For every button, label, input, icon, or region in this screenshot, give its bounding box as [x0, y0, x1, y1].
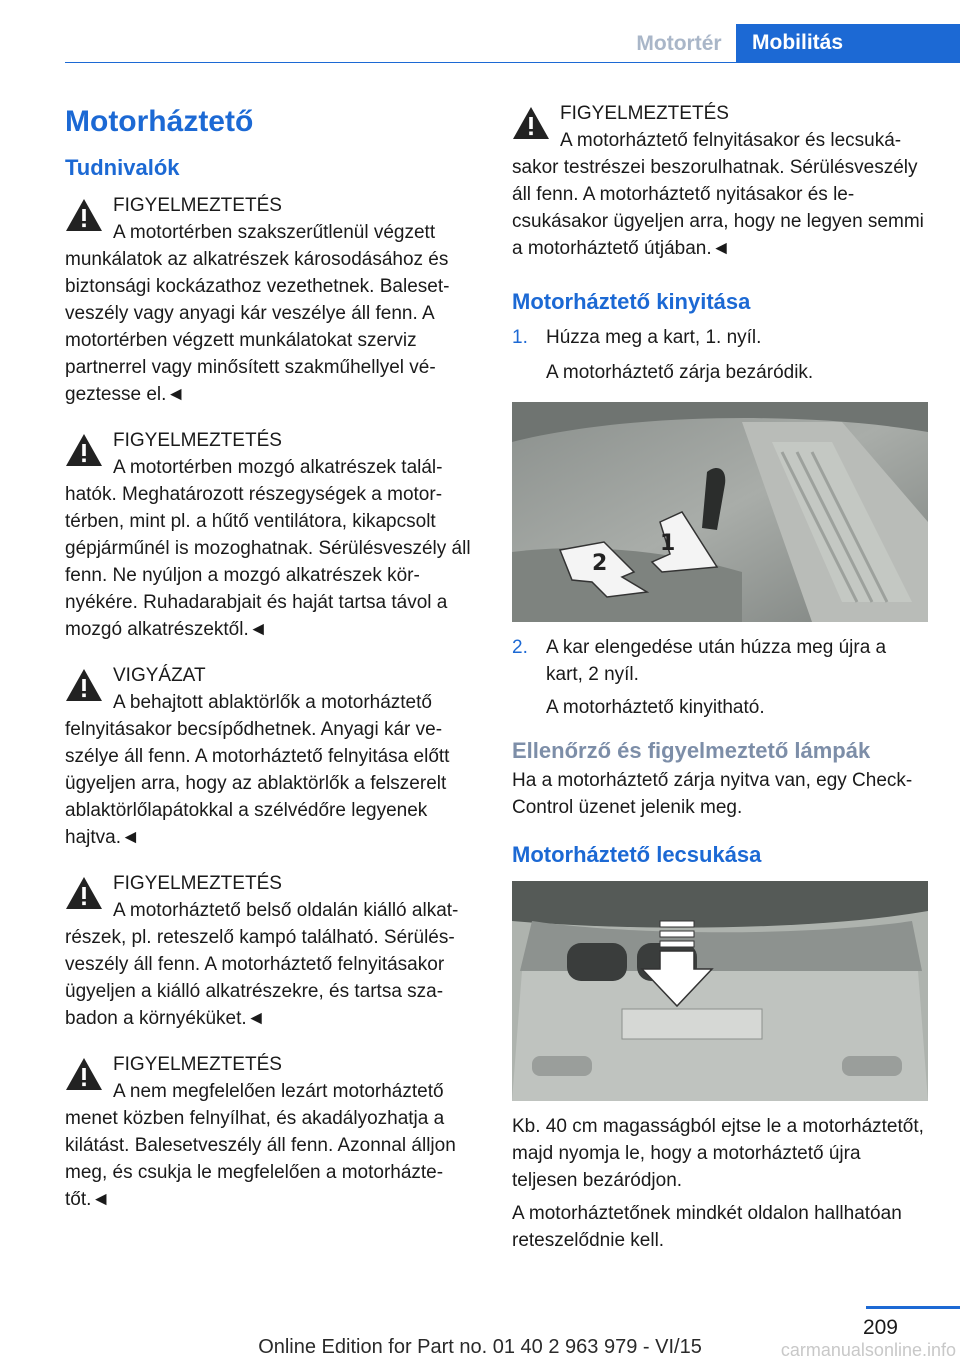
left-column	[65, 100, 475, 1213]
open-steps-list	[512, 324, 928, 386]
warning-block	[65, 870, 475, 1032]
warning-heading: FIGYELMEZTETÉS	[113, 1054, 282, 1075]
section-heading-open: Motorháztető kinyitása	[512, 289, 751, 314]
caution-block	[65, 662, 475, 851]
step-result: A motorháztető kinyitható.	[546, 697, 765, 718]
hood-release-lever-photo	[512, 402, 928, 622]
footer-accent-bar	[866, 1306, 960, 1309]
warning-icon	[512, 106, 550, 140]
warning-text: A motortérben mozgó alkatrészek találhatók. Meghatározott részegységek a motortérben, mint pl. a hűtő ventilátora, kikapcsolt gépjárműnél is mozoghatnak. Sérülésveszély áll fenn. Ne nyúljon a mozgó alkatrészek környékére. Ruhadarabjait és haját tartsa távol a mozgó alkatrészektől.◄	[65, 457, 471, 640]
warning-icon	[65, 1057, 103, 1091]
hood-closing-photo	[512, 881, 928, 1101]
section-heading-close: Motorháztető lecsukása	[512, 842, 762, 867]
section-heading-lamps: Ellenőrző és figyelmeztető lámpák	[512, 738, 871, 763]
warning-text: A motorháztető felnyitásakor és lecsukásakor testrészei beszorulhatnak. Sérülésveszély áll fenn. A motorháztető nyitásakor és lecsukásakor ügyeljen arra, hogy ne legyen semmi a motorháztető útjában.◄	[512, 130, 924, 259]
lamps-text: Ha a motorháztető zárja nyitva van, egy Check-Control üzenet jelenik meg.	[512, 770, 913, 818]
warning-text: A nem megfelelően lezárt motorháztető menet közben felnyílhat, és akadályozhatja a kilátást. Balesetveszély áll fenn. Azonnal álljon meg, és csukja le megfelelően a motorháztetőt.◄	[65, 1081, 456, 1210]
warning-icon	[65, 198, 103, 232]
open-steps-list-2	[512, 634, 928, 721]
page-number: 209	[862, 1316, 898, 1339]
warning-heading: FIGYELMEZTETÉS	[560, 103, 729, 124]
section-heading-tudnivalok: Tudnivalók	[65, 155, 180, 180]
step-number: 1.	[512, 327, 528, 348]
warning-text: A motorháztető belső oldalán kiálló alkatrészek, pl. reteszelő kampó található. Sérülésveszély áll fenn. A motorháztető felnyitásakor ügyeljen a kiálló alkatrészekre, és tartsa szabadon a környéküket.◄	[65, 900, 459, 1029]
header-tab-motorter[interactable]: Motortér	[636, 32, 722, 55]
warning-icon	[65, 876, 103, 910]
close-text-2: A motorháztetőnek mindkét oldalon hallhatóan reteszelődnie kell.	[512, 1203, 902, 1251]
arrow-label-1: 1	[660, 531, 676, 556]
header-tab-mobilitas[interactable]: Mobilitás	[736, 24, 960, 62]
step-2	[512, 634, 928, 721]
step-result: A motorháztető zárja bezáródik.	[546, 362, 814, 383]
warning-text: A motortérben szakszerűtlenül végzett munkálatok az alkatrészek károsodásához és biztonsági kockázathoz vezethetnek. Balesetveszély vagy anyagi kár veszélye áll fenn. A motortérben végzett munkálatokat szerviz partnerrel vagy minősített szakműhellyel végeztesse el.◄	[65, 222, 450, 405]
warning-heading: FIGYELMEZTETÉS	[113, 873, 282, 894]
caution-heading: VIGYÁZAT	[113, 665, 206, 686]
warning-icon	[65, 433, 103, 467]
warning-block	[65, 427, 475, 643]
close-text-1: Kb. 40 cm magasságból ejtse le a motorháztetőt, majd nyomja le, hogy a motorháztető újra teljesen bezáródjon.	[512, 1116, 924, 1191]
header-rule	[65, 62, 960, 63]
warning-block	[65, 1051, 475, 1213]
warning-icon	[65, 668, 103, 702]
step-number: 2.	[512, 637, 528, 658]
step-1	[512, 324, 928, 386]
step-text: Húzza meg a kart, 1. nyíl.	[546, 327, 762, 348]
warning-heading: FIGYELMEZTETÉS	[113, 195, 282, 216]
watermark: carmanualsonline.info	[780, 1340, 956, 1360]
right-column	[512, 100, 928, 1254]
caution-text: A behajtott ablaktörlők a motorháztető felnyitásakor becsípődhetnek. Anyagi kár veszélye áll fenn. A motorháztető felnyitása előtt ügyeljen arra, hogy az ablaktörlők a felszerelt ablaktörlőlapátokkal a szélvédőre legyenek hajtva.◄	[65, 692, 450, 848]
warning-block	[512, 100, 928, 262]
footer-edition: Online Edition for Part no. 01 40 2 963 979 - VI/15	[258, 1336, 702, 1358]
warning-block	[65, 192, 475, 408]
arrow-label-2: 2	[592, 551, 608, 576]
page-title: Motorháztető	[65, 105, 254, 138]
warning-heading: FIGYELMEZTETÉS	[113, 430, 282, 451]
step-text: A kar elengedése után húzza meg újra a kart, 2 nyíl.	[546, 637, 887, 685]
